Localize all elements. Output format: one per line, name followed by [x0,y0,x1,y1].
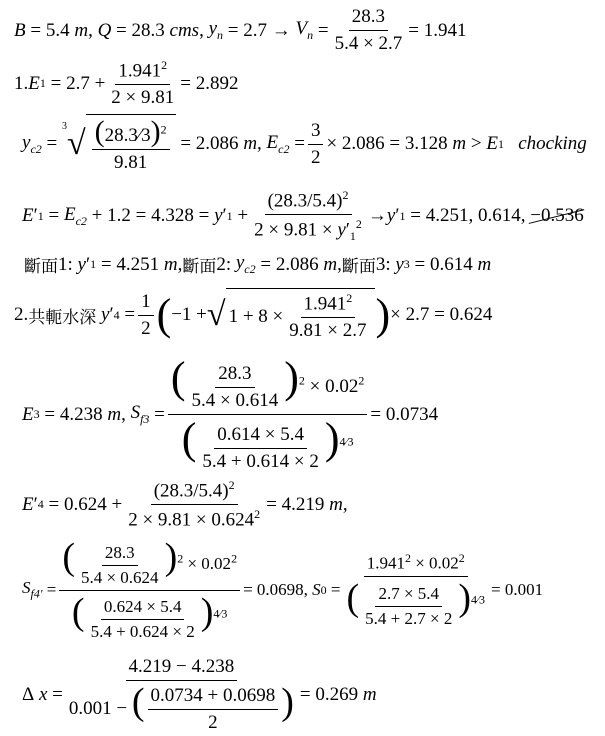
equation-line-5: 斷面 1: y ′ 1 = 4.251 m , 斷面 2: $y_{c2}$ = 2.086 m , 斷面 3: y 3 = 0.614 m [24,252,492,277]
equation-line-6: 2. 共軛水深 y ′ 4 = $\frac{1}{2}$ ( −1 + √ 1 + 8 × $\frac{1.941^2}{9.81 \times 2.7}$ ) × 2.7 = 0.624 [14,288,492,342]
equation-line-1: B = 5.4 m , Q = 28.3 cms , $y_n$ = 2.7 → $V_n$ = $\frac{28.3}{5.4 \times 2.7}$ = 1.941 [14,6,467,54]
equation-line-7: E 3 = 4.238 m , $S_{f3}$ = ( $\frac{28.3}{5.4 \times 0.614}$ )$^2 \times 0.02^2$ ( $\frac{0.614 \times 5.4}{5.4 + 0.614 \times 2}$ )$^{4⁄3}$ = 0.0734 [22,353,439,473]
equation-line-9: $S_{f4'}$ = ( $\frac{28.3}{5.4 \times 0.624}$ )$^2 \times 0.02^2$ ( $\frac{0.624 \times 5.4}{5.4 + 0.624 \times 2}$ )$^{4⁄3}$ = 0.0698, S 0 = $1.941^2 \times 0.02^2$ ( $\frac{2.7 \times 5.4}{5.4 + 2.7 \times 2}$ )$^{4⁄3}$ = 0.001 [22,536,544,642]
equation-line-3: $y_{c2}$ = 3 √ $\frac{(28.3⁄3)^2}{9.81}$ = 2.086 m , $E_{c2}$ = $\frac{3}{2}$ × 2.086 = 3.128 m > E 1 chocking [22,115,587,173]
equation-line-10: Δ x = 4.219 − 4.238 0.001 − ( $\frac{0.0734 + 0.0698}{2}$ ) = 0.269 m [22,656,377,734]
equation-line-2: 1. E 1 = 2.7 + $\frac{1.941^2}{2 \times 9.81}$ = 2.892 [14,58,239,109]
equation-line-8: E ′ 4 = 0.624 + $\frac{(28.3/5.4)^2}{2 \times 9.81 \times 0.624^2}$ = 4.219 m , [22,478,348,531]
equation-line-4: E ′ 1 = $E_{c2}$ + 1.2 = 4.328 = y ′ 1 + $\frac{(28.3/5.4)^2}{2 \times 9.81 \times y'_1^2}$ → y ′ 1 = 4.251, 0.614, −0.536 [22,188,584,244]
